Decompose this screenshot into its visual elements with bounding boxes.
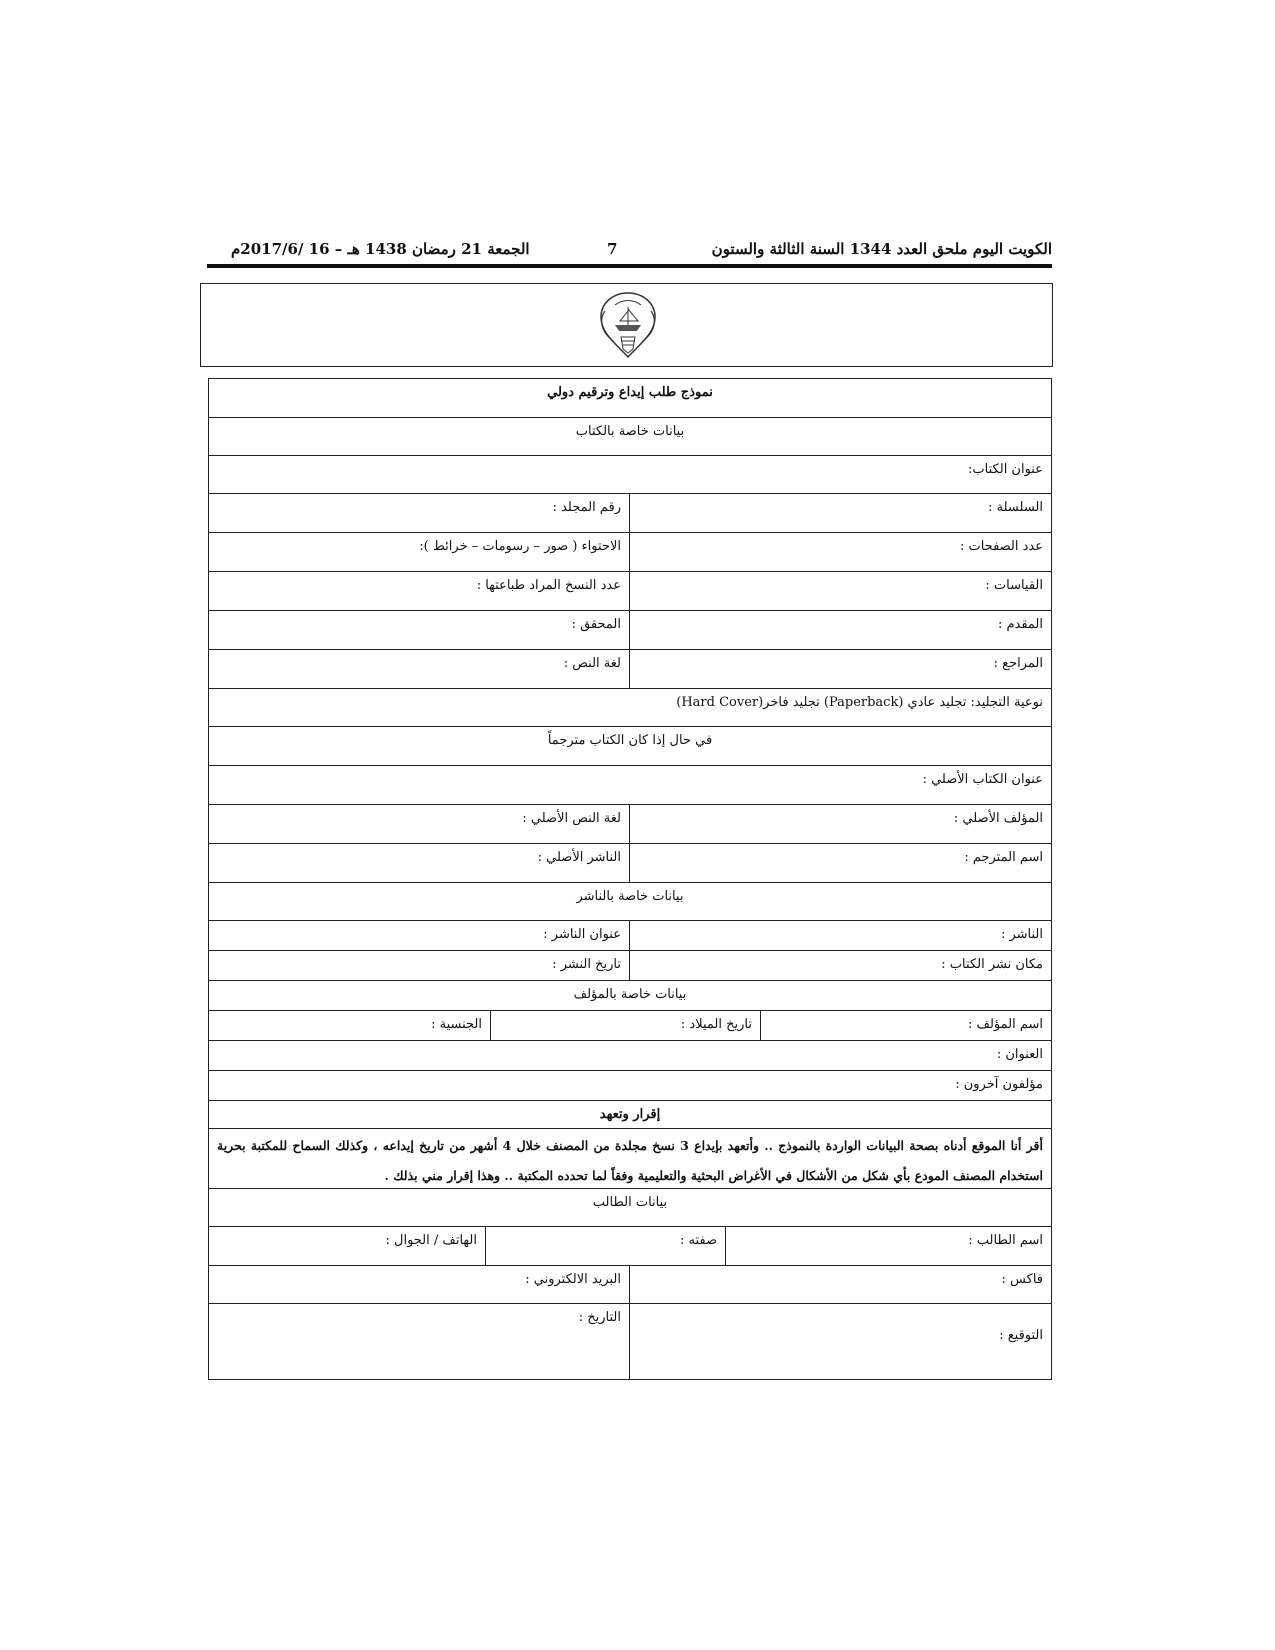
publish-place-row: [209, 951, 1051, 981]
section-author-row: [209, 981, 1051, 1011]
signature-field[interactable]: التوقيع :: [999, 1328, 1043, 1343]
original-title-row: [209, 766, 1051, 805]
fax-row: [209, 1266, 1051, 1304]
binding-field[interactable]: نوعية التجليد: تجليد عادي (Paperback) تجليد فاخر(Hard Cover): [676, 695, 1043, 710]
other-authors-field[interactable]: مؤلفون آخرون :: [955, 1077, 1043, 1092]
section-declaration-row: [209, 1101, 1051, 1129]
section-translated-row: [209, 727, 1051, 766]
publisher-address-field[interactable]: عنوان الناشر :: [210, 921, 630, 950]
original-author-field[interactable]: المؤلف الأصلي :: [953, 811, 1043, 826]
author-row: [209, 1011, 1051, 1041]
original-author-row: [209, 805, 1051, 844]
volume-field[interactable]: رقم المجلد :: [210, 494, 630, 532]
section-declaration: إقرار وتعهد: [599, 1107, 661, 1122]
header-rule: [207, 264, 1052, 268]
contents-field[interactable]: الاحتواء ( صور – رسومات – خرائط ):: [210, 533, 630, 571]
issue-date: الجمعة 21 رمضان 1438 هـ – 16 /2017/6م: [231, 240, 530, 258]
section-applicant-row: [209, 1189, 1051, 1227]
pages-row: [209, 533, 1051, 572]
presenter-field[interactable]: المقدم :: [997, 617, 1043, 632]
publish-date-field[interactable]: تاريخ النشر :: [210, 951, 630, 980]
translator-field[interactable]: اسم المترجم :: [964, 850, 1043, 865]
series-row: [209, 494, 1051, 533]
form-title-row: [209, 379, 1051, 418]
logo-box: [200, 283, 1053, 367]
series-field[interactable]: السلسلة :: [988, 500, 1043, 515]
declaration-row: [209, 1129, 1051, 1189]
page-header: [207, 234, 1052, 264]
section-author: بيانات خاصة بالمؤلف: [573, 987, 687, 1002]
applicant-name-field[interactable]: اسم الطالب :: [968, 1233, 1043, 1248]
references-field[interactable]: المراجع :: [993, 656, 1043, 671]
original-language-field[interactable]: لغة النص الأصلي :: [210, 805, 630, 843]
section-book: بيانات خاصة بالكتاب: [575, 424, 685, 439]
binding-row: [209, 689, 1051, 727]
publish-place-field[interactable]: مكان نشر الكتاب :: [941, 957, 1043, 972]
publisher-field[interactable]: الناشر :: [1000, 927, 1043, 942]
dimensions-field[interactable]: القياسات :: [985, 578, 1043, 593]
capacity-field[interactable]: صفته :: [486, 1227, 726, 1265]
section-book-row: [209, 418, 1051, 456]
dimensions-row: [209, 572, 1051, 611]
author-name-field[interactable]: اسم المؤلف :: [967, 1017, 1043, 1032]
address-field[interactable]: العنوان :: [996, 1047, 1043, 1062]
original-publisher-field[interactable]: الناشر الأصلي :: [210, 844, 630, 882]
phone-field[interactable]: الهاتف / الجوال :: [210, 1227, 486, 1265]
deposit-form: [208, 378, 1052, 1380]
section-publisher-row: [209, 883, 1051, 921]
date-field[interactable]: التاريخ :: [210, 1304, 630, 1379]
page-number: 7: [607, 240, 618, 258]
gazette-title: الكويت اليوم ملحق العدد 1344 السنة الثالثة والستون: [711, 240, 1052, 258]
email-field[interactable]: البريد الالكتروني :: [210, 1266, 630, 1303]
signature-row: [209, 1304, 1051, 1380]
nationality-field[interactable]: الجنسية :: [210, 1011, 491, 1040]
address-row: [209, 1041, 1051, 1071]
section-translated: في حال إذا كان الكتاب مترجماً: [547, 733, 713, 748]
fax-field[interactable]: فاكس :: [1001, 1272, 1043, 1287]
section-applicant: بيانات الطالب: [592, 1195, 668, 1210]
text-language-field[interactable]: لغة النص :: [210, 650, 630, 688]
book-title-row: [209, 456, 1051, 494]
other-authors-row: [209, 1071, 1051, 1101]
declaration-text: أقر أنا الموقع أدناه بصحة البيانات الواردة بالنموذج .. وأتعهد بإيداع 3 نسخ مجلدة من المصنف خلال 4 أشهر من تاريخ إيداعه ، وكذلك السماح للمكتبة بحرية استخدام المصنف المودع بأي شكل من الأشكال في الأغراض البحثية والتعليمية وفقاً لما تحدده المكتبة .. وهذا إقرار مني بذلك .: [217, 1138, 1043, 1183]
pages-field[interactable]: عدد الصفحات :: [959, 539, 1043, 554]
book-title-field[interactable]: عنوان الكتاب:: [968, 462, 1043, 477]
publisher-row: [209, 921, 1051, 951]
section-publisher: بيانات خاصة بالناشر: [576, 889, 684, 904]
references-row: [209, 650, 1051, 689]
translator-row: [209, 844, 1051, 883]
form-title: نموذج طلب إيداع وترقيم دولي: [547, 385, 713, 400]
presenter-row: [209, 611, 1051, 650]
birth-date-field[interactable]: تاريخ الميلاد :: [491, 1011, 761, 1040]
copies-field[interactable]: عدد النسخ المراد طباعتها :: [210, 572, 630, 610]
kuwait-emblem-icon: [593, 289, 663, 361]
editor-field[interactable]: المحقق :: [210, 611, 630, 649]
original-title-field[interactable]: عنوان الكتاب الأصلي :: [922, 772, 1043, 787]
applicant-row: [209, 1227, 1051, 1266]
